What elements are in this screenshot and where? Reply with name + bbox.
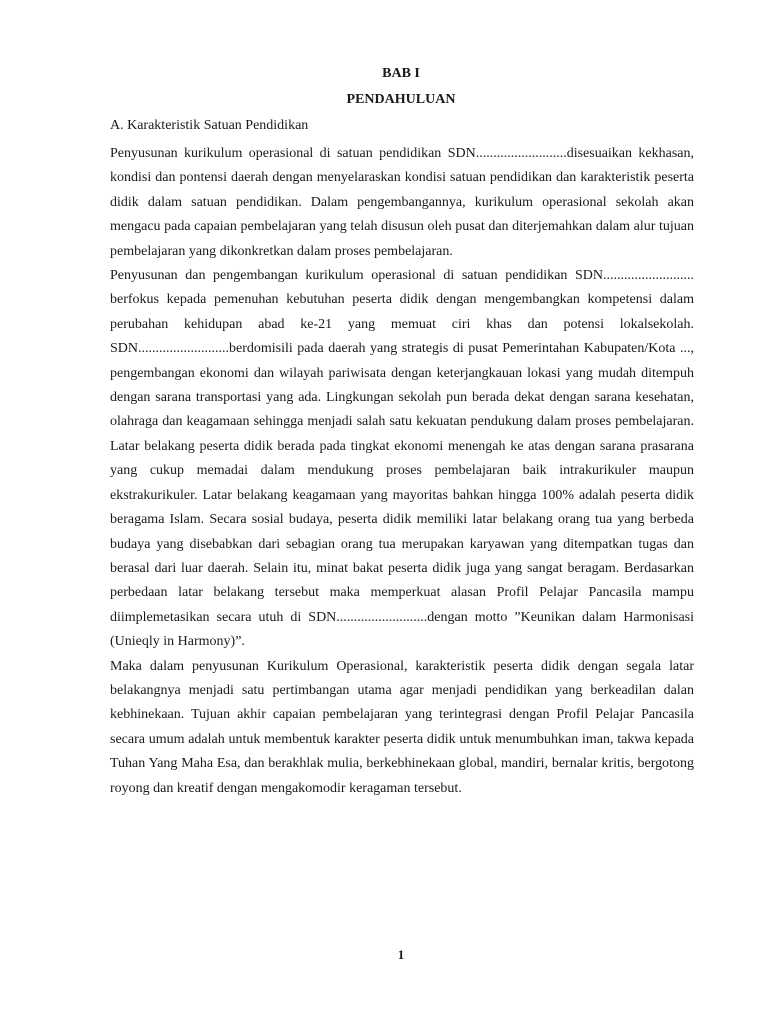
paragraph-2: Penyusunan dan pengembangan kurikulum operasional di satuan pendidikan SDN.......................... berfokus kepada pemenuhan kebutuhan peserta didik dengan mengembangkan kompetensi dalam perubahan kehidupan abad ke-21 yang memuat ciri khas dan potensi lokalsekolah. SDN..........................berdomisili pada daerah yang strategis di pusat Pemerintahan Kabupaten/Kota ..., pengembangan ekonomi dan wilayah pariwisata dengan keterjangkauan lokasi yang mudah ditempuh dengan sarana transportasi yang ada. Lingkungan sekolah pun berada dekat dengan sarana kesehatan, olahraga dan keagamaan sehingga menjadi salah satu kekuatan pendukung dalam proses pembelajaran. Latar belakang peserta didik berada pada tingkat ekonomi menengah ke atas dengan sarana prasarana yang cukup memadai dalam mendukung proses pembelajaran baik intrakurikuler maupun ekstrakurikuler. Latar belakang keagamaan yang mayoritas bahkan hingga 100% adalah peserta didik beragama Islam. Secara sosial budaya, peserta didik memiliki latar belakang orang tua yang berbeda budaya yang disebabkan dari sebagian orang tua merupakan karyawan yang ditempatkan tugas dan berasal dari luar daerah. Selain itu, minat bakat peserta didik juga yang sangat beragam. Berdasarkan perbedaan latar belakang tersebut maka memperkuat alasan Profil Pelajar Pancasila mampu diimplemetasikan secara utuh di SDN..........................dengan motto ”Keunikan dalam Harmonisasi (Unieqly in Harmony)”.: [110, 268, 694, 650]
paragraph-3: Maka dalam penyusunan Kurikulum Operasional, karakteristik peserta didik dengan segala latar belakangnya menjadi satu pertimbangan utama agar menjadi pendidikan yang berkeadilan dalan kebhinekaan. Tujuan akhir capaian pembelajaran yang terintegrasi dengan Profil Pelajar Pancasila secara umum adalah untuk membentuk karakter peserta didik untuk menumbuhkan iman, takwa kepada Tuhan Yang Maha Esa, dan berakhlak mulia, berkebhinekaan global, mandiri, bernalar kritis, bergotong royong dan kreatif dengan mengakomodir keragaman tersebut.: [110, 658, 694, 796]
chapter-number: BAB I: [382, 66, 420, 81]
paragraph-1: Penyusunan kurikulum operasional di satuan pendidikan SDN..........................disesuaikan kekhasan, kondisi dan pontensi daerah dengan menyelaraskan kondisi satuan pendidikan dan karakteristik peserta didik dalam satuan pendidikan. Dalam pengembangannya, kurikulum operasional sekolah akan mengacu pada capaian pembelajaran yang telah disusun oleh pusat dan diterjemahkan dalam alur tujuan pembelajaran yang dikonkretkan dalam proses pembelajaran.: [110, 146, 694, 259]
chapter-title: PENDAHULUAN: [346, 92, 456, 107]
section-heading: A. Karakteristik Satuan Pendidikan: [110, 118, 309, 133]
page-number: 1: [397, 947, 405, 962]
body-text: [110, 142, 694, 801]
